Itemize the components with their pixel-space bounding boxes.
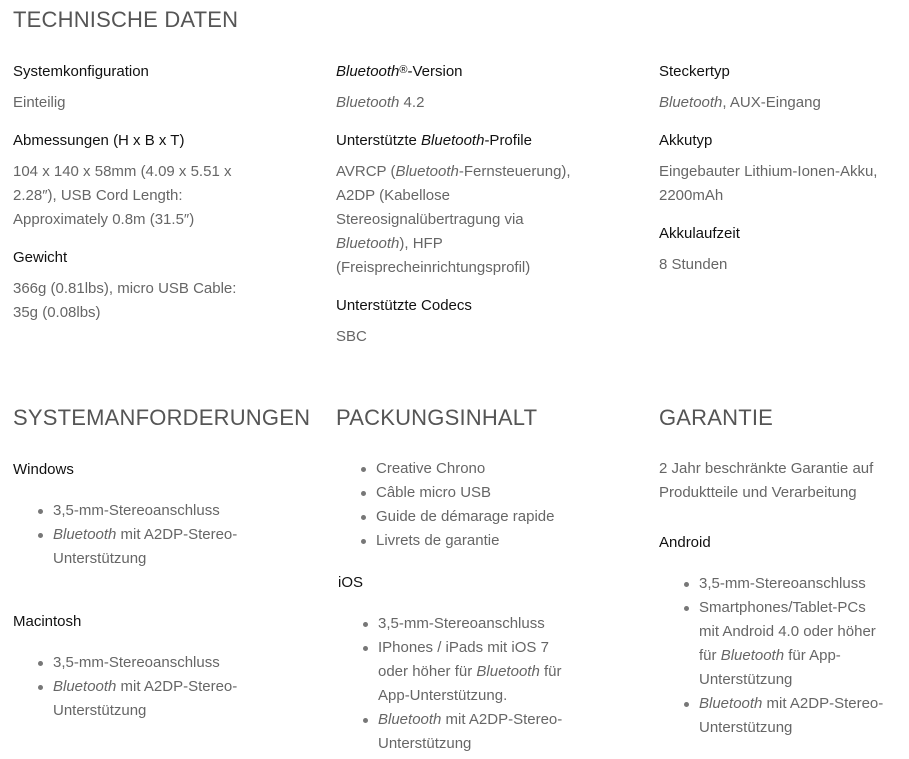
- os-label-android: Android: [659, 534, 711, 551]
- package-contents: [336, 457, 636, 553]
- list-item: Creative Chrono: [376, 457, 636, 481]
- spec-value-line: AVRCP (Bluetooth-Fernsteuerung),: [336, 163, 571, 180]
- list-item: IPhones / iPads mit iOS 7 oder höher für Bluetooth für App-Unterstützung.: [378, 636, 638, 708]
- requirements-list: [659, 572, 909, 740]
- spec-label: Bluetooth®-Version: [336, 63, 463, 80]
- spec-weight: [13, 248, 253, 325]
- warranty-line: 2 Jahr beschränkte Garantie auf: [659, 460, 874, 477]
- spec-system-config: [13, 62, 253, 115]
- requirements-list: [338, 612, 638, 756]
- spec-value-line: Bluetooth), HFP: [336, 235, 443, 252]
- spec-value-line: (Freisprecheinrichtungsprofil): [336, 259, 531, 276]
- list-item: 3,5-mm-Stereoanschluss: [53, 499, 313, 523]
- list-item: Bluetooth mit A2DP-Stereo- Unterstützung: [378, 708, 638, 756]
- list-item: Bluetooth mit A2DP-Stereo- Unterstützung: [699, 692, 909, 740]
- spec-value: [13, 277, 253, 325]
- spec-dimensions: [13, 131, 253, 232]
- os-label-ios: iOS: [338, 574, 364, 591]
- spec-label: Akkulaufzeit: [659, 225, 740, 242]
- system-requirements-heading: SYSTEMANFORDERUNGEN: [13, 405, 311, 430]
- list-item: 3,5-mm-Stereoanschluss: [699, 572, 909, 596]
- warranty-value: [659, 457, 909, 505]
- spec-label: Abmessungen (H x B x T): [13, 132, 185, 149]
- spec-value-line: A2DP (Kabellose: [336, 187, 450, 204]
- list-item: Câble micro USB: [376, 481, 636, 505]
- spec-bluetooth-version: [336, 62, 576, 115]
- spec-value: 8 Stunden: [659, 256, 728, 273]
- spec-value-line: 2.28″), USB Cord Length:: [13, 187, 183, 204]
- package-list: [336, 457, 636, 553]
- spec-label: Unterstützte Bluetooth-Profile: [336, 132, 532, 149]
- spec-codecs: [336, 296, 576, 349]
- list-item: Smartphones/Tablet-PCs mit Android 4.0 oder höher für Bluetooth für App- Unterstützung: [699, 596, 909, 692]
- spec-value-line: Approximately 0.8m (31.5″): [13, 211, 195, 228]
- spec-value-line: Eingebauter Lithium-Ionen-Akku,: [659, 163, 878, 180]
- spec-label: Unterstützte Codecs: [336, 297, 472, 314]
- spec-value: SBC: [336, 328, 367, 345]
- spec-value: [336, 160, 576, 280]
- list-item: Livrets de garantie: [376, 529, 636, 553]
- warranty-heading: GARANTIE: [659, 405, 774, 430]
- list-item: Bluetooth mit A2DP-Stereo- Unterstützung: [53, 523, 313, 571]
- requirements-list: [13, 499, 313, 571]
- spec-value: Bluetooth 4.2: [336, 94, 425, 111]
- list-item: Guide de démarage rapide: [376, 505, 636, 529]
- requirements-macintosh: [13, 612, 313, 723]
- spec-value: [13, 160, 253, 232]
- spec-battery-type: [659, 131, 899, 208]
- list-item: Bluetooth mit A2DP-Stereo- Unterstützung: [53, 675, 313, 723]
- spec-value-line: 104 x 140 x 58mm (4.09 x 5.51 x: [13, 163, 232, 180]
- package-contents-heading: PACKUNGSINHALT: [336, 405, 538, 430]
- requirements-list: [13, 651, 313, 723]
- spec-label: Systemkonfiguration: [13, 63, 149, 80]
- spec-label: Steckertyp: [659, 63, 730, 80]
- spec-label: Gewicht: [13, 249, 68, 266]
- spec-value-line: 366g (0.81lbs), micro USB Cable:: [13, 280, 237, 297]
- list-item: 3,5-mm-Stereoanschluss: [378, 612, 638, 636]
- spec-value-line: 35g (0.08lbs): [13, 304, 101, 321]
- spec-value-line: 2200mAh: [659, 187, 724, 204]
- requirements-windows: [13, 460, 313, 571]
- requirements-android: [659, 533, 909, 740]
- tech-specs-heading: TECHNISCHE DATEN: [13, 7, 239, 32]
- spec-label: Akkutyp: [659, 132, 713, 149]
- spec-value-line: Stereosignalübertragung via: [336, 211, 524, 228]
- list-item: 3,5-mm-Stereoanschluss: [53, 651, 313, 675]
- spec-bluetooth-profiles: [336, 131, 576, 280]
- warranty-line: Produktteile und Verarbeitung: [659, 484, 857, 501]
- spec-battery-life: [659, 224, 899, 277]
- warranty-text: [659, 457, 909, 505]
- spec-value: Einteilig: [13, 94, 66, 111]
- spec-plug-type: [659, 62, 899, 115]
- os-label-macintosh: Macintosh: [13, 613, 82, 630]
- os-label-windows: Windows: [13, 461, 74, 478]
- spec-value: Bluetooth, AUX-Eingang: [659, 94, 821, 111]
- requirements-ios: [338, 573, 638, 756]
- spec-value: [659, 160, 899, 208]
